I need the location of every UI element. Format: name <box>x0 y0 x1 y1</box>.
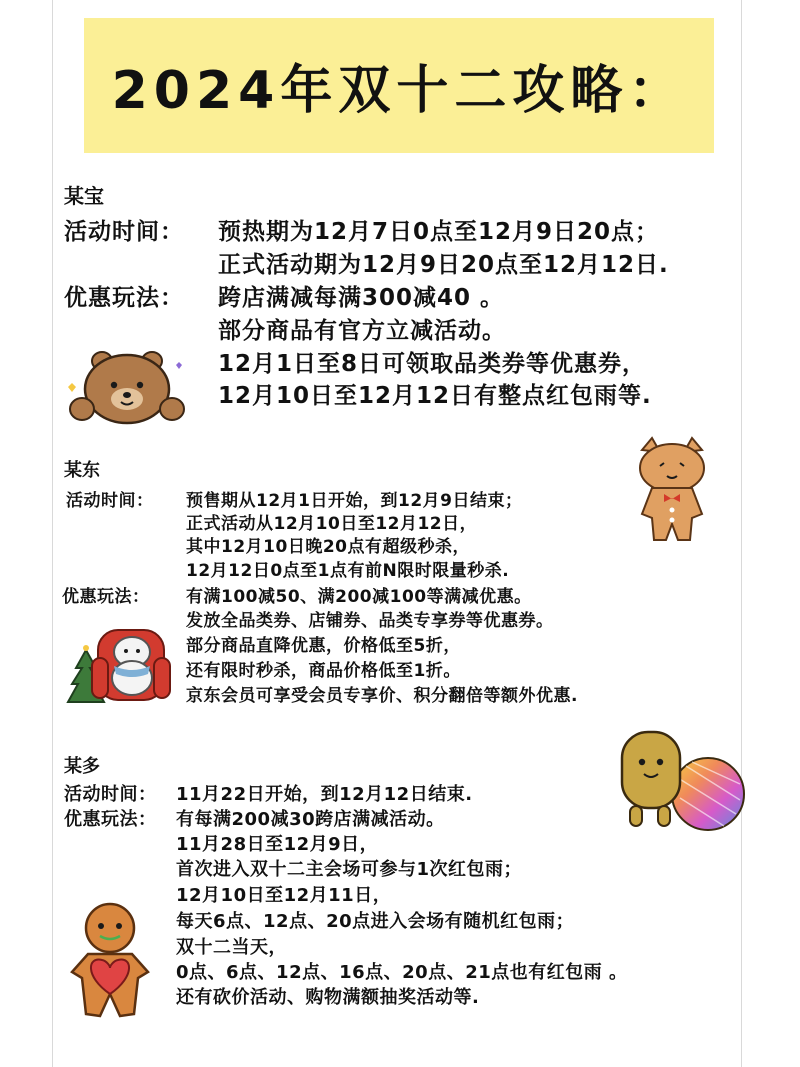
offer-line: 12月10日至12月12日有整点红包雨等. <box>218 383 652 409</box>
offer-line: 还有限时秒杀，商品价格低至1折。 <box>186 661 461 681</box>
section-title-mou-dong: 某东 <box>64 460 100 481</box>
section-title-mou-duo: 某多 <box>64 756 100 777</box>
offer-line: 有每满200减30跨店满减活动。 <box>176 809 445 830</box>
offer-line: 还有砍价活动、购物满额抽奖活动等. <box>176 987 480 1008</box>
time-label: 活动时间： <box>64 219 184 245</box>
time-line: 预售期从12月1日开始，到12月9日结束； <box>186 491 523 511</box>
offer-label: 优惠玩法： <box>64 809 157 830</box>
title-banner <box>84 18 714 153</box>
offer-label: 优惠玩法： <box>64 285 184 311</box>
time-line: 预热期为12月7日0点至12月9日20点； <box>218 219 660 245</box>
offer-line: 12月10日至12月11日， <box>176 885 392 906</box>
page-edge-right <box>741 0 742 1067</box>
time-line: 11月22日开始，到12月12日结束. <box>176 784 473 805</box>
offer-line: 部分商品直降优惠，价格低至5折， <box>186 636 461 656</box>
time-line: 正式活动期为12月9日20点至12月12日. <box>218 252 669 278</box>
section-title-mou-bao: 某宝 <box>64 184 104 208</box>
offer-line: 每天6点、12点、20点进入会场有随机红包雨； <box>176 911 575 932</box>
offer-line: 跨店满减每满300减40 。 <box>218 285 505 311</box>
offer-line: 部分商品有官方立减活动。 <box>218 318 506 344</box>
time-line: 12月12日0点至1点有前N限时限量秒杀. <box>186 561 510 581</box>
offer-line: 首次进入双十二主会场可参与1次红包雨； <box>176 859 523 880</box>
time-line: 正式活动从12月10日至12月12日， <box>186 514 478 534</box>
page-title: 2024年双十二攻略： <box>111 61 687 121</box>
offer-line: 12月1日至8日可领取品类券等优惠券， <box>218 351 647 377</box>
bear-sticker <box>60 345 190 435</box>
pineapple-bun-sticker <box>608 728 748 838</box>
time-label: 活动时间： <box>66 491 154 511</box>
offer-line: 双十二当天， <box>176 937 287 958</box>
offer-label: 优惠玩法： <box>62 587 150 607</box>
gingerbread-heart-sticker <box>62 898 158 1028</box>
offer-line: 京东会员可享受会员专享价、积分翻倍等额外优惠. <box>186 686 578 706</box>
page-edge-left <box>52 0 53 1067</box>
gingerbread-cat-sticker <box>622 436 722 554</box>
time-label: 活动时间： <box>64 784 157 805</box>
offer-line: 0点、6点、12点、16点、20点、21点也有红包雨 。 <box>176 962 628 983</box>
offer-line: 有满100减50、满200减100等满减优惠。 <box>186 587 532 607</box>
offer-line: 11月28日至12月9日， <box>176 834 379 855</box>
cat-armchair-tree-sticker <box>62 612 172 708</box>
offer-line: 发放全品类券、店铺券、品类专享券等优惠券。 <box>186 611 554 631</box>
time-line: 其中12月10日晚20点有超级秒杀， <box>186 537 470 557</box>
